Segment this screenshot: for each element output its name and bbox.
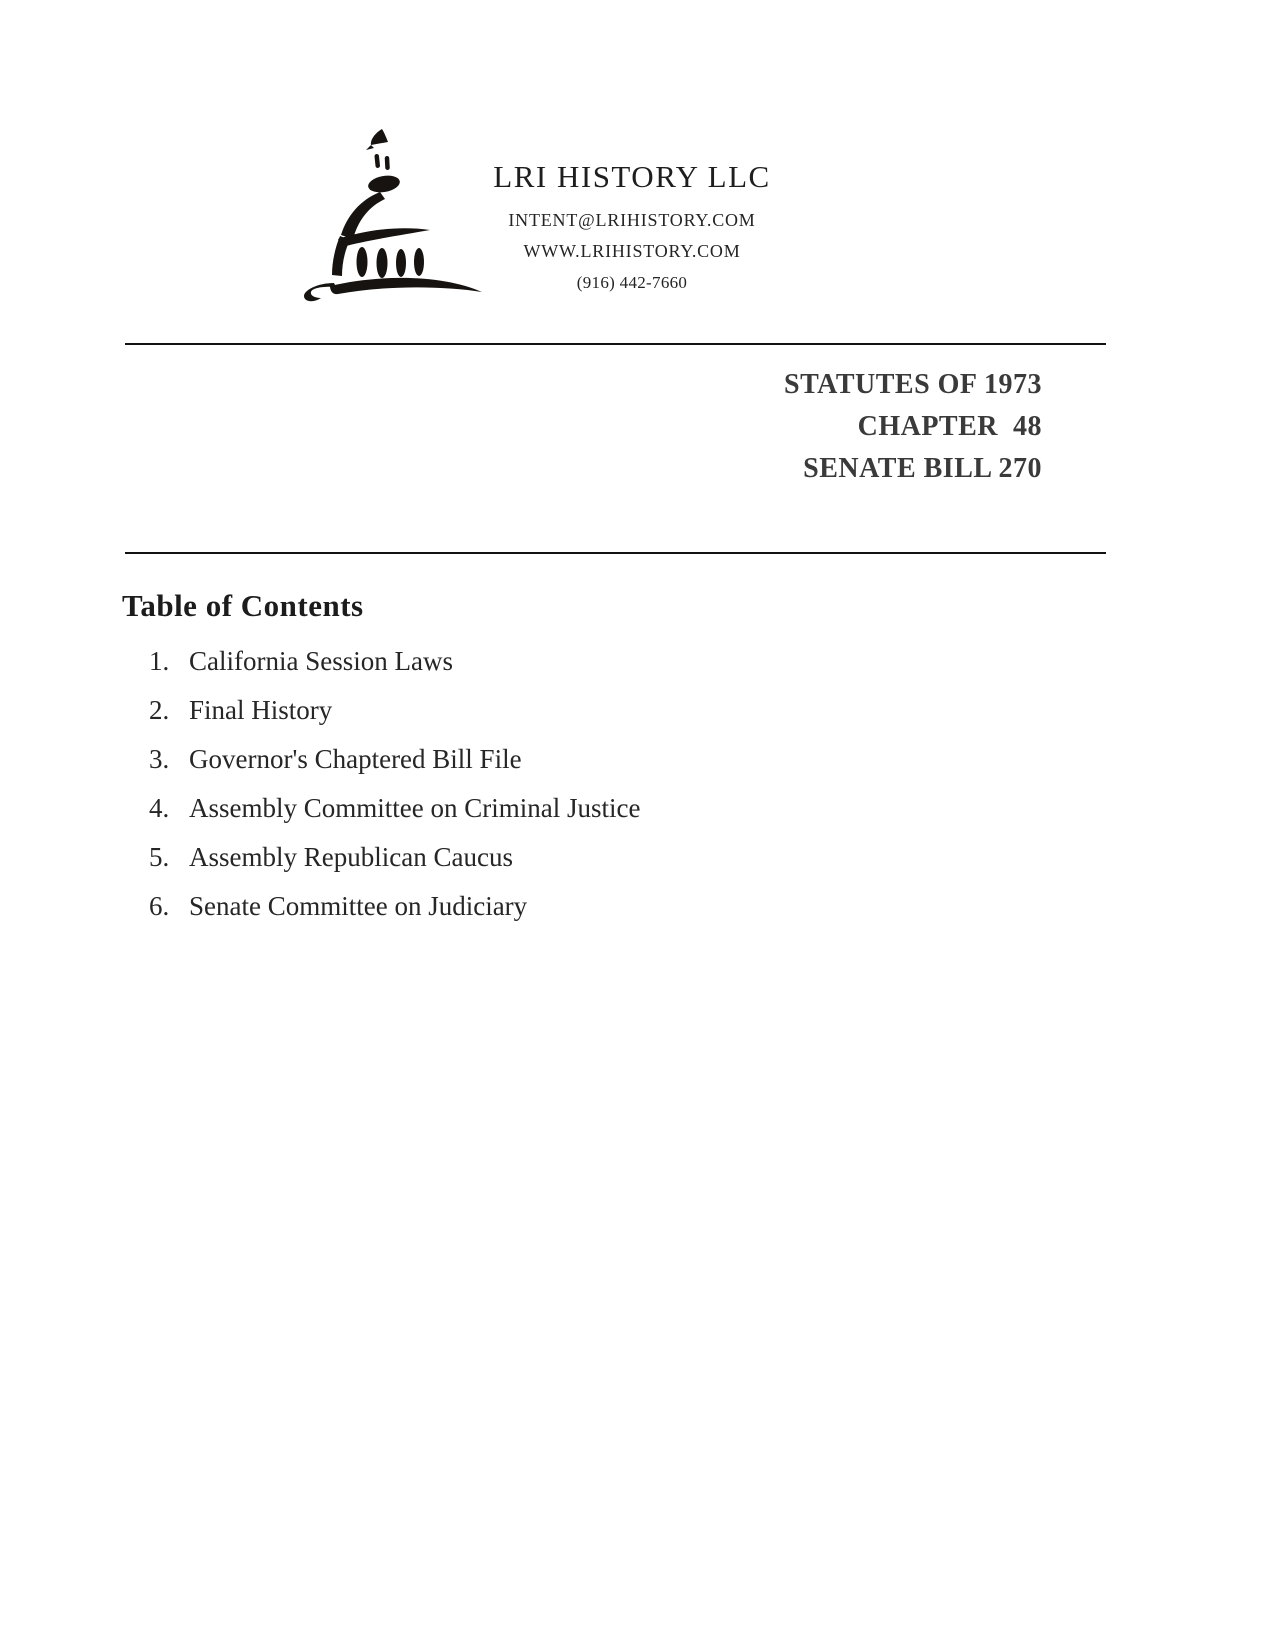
horizontal-rule-bottom bbox=[125, 552, 1106, 554]
horizontal-rule-top bbox=[125, 343, 1106, 345]
toc-list bbox=[149, 648, 640, 942]
toc-item-label: Senate Committee on Judiciary bbox=[189, 891, 528, 921]
toc-item-number: 3. bbox=[149, 744, 170, 774]
toc-item-3 bbox=[149, 746, 640, 773]
toc-item-label: California Session Laws bbox=[189, 646, 453, 676]
capitol-dome-icon bbox=[296, 124, 488, 306]
statute-reference-block bbox=[784, 364, 1042, 490]
toc-item-number: 5. bbox=[149, 842, 170, 872]
contact-block bbox=[472, 205, 792, 298]
letterhead bbox=[472, 158, 792, 298]
toc-item-6 bbox=[149, 893, 640, 920]
toc-item-label: Assembly Committee on Criminal Justice bbox=[189, 793, 641, 823]
senate-bill-line: SENATE BILL 270 bbox=[803, 453, 1042, 484]
toc-item-2 bbox=[149, 697, 640, 724]
toc-item-5 bbox=[149, 844, 640, 871]
toc-item-4 bbox=[149, 795, 640, 822]
toc-item-label: Final History bbox=[189, 695, 333, 725]
toc-item-1 bbox=[149, 648, 640, 675]
company-website: WWW.LRIHISTORY.COM bbox=[523, 241, 741, 261]
chapter-line: CHAPTER 48 bbox=[857, 411, 1042, 442]
company-name: LRI HISTORY LLC bbox=[493, 159, 771, 194]
toc-item-number: 2. bbox=[149, 695, 170, 725]
company-phone: (916) 442-7660 bbox=[576, 273, 688, 292]
toc-item-number: 6. bbox=[149, 891, 170, 921]
capitol-dome-logo bbox=[296, 124, 488, 306]
toc-item-label: Assembly Republican Caucus bbox=[189, 842, 513, 872]
toc-title: Table of Contents bbox=[122, 588, 364, 623]
company-email: INTENT@LRIHISTORY.COM bbox=[508, 210, 756, 230]
statutes-line: STATUTES OF 1973 bbox=[784, 369, 1042, 400]
toc-item-number: 1. bbox=[149, 646, 170, 676]
toc-item-label: Governor's Chaptered Bill File bbox=[189, 744, 522, 774]
toc-item-number: 4. bbox=[149, 793, 170, 823]
